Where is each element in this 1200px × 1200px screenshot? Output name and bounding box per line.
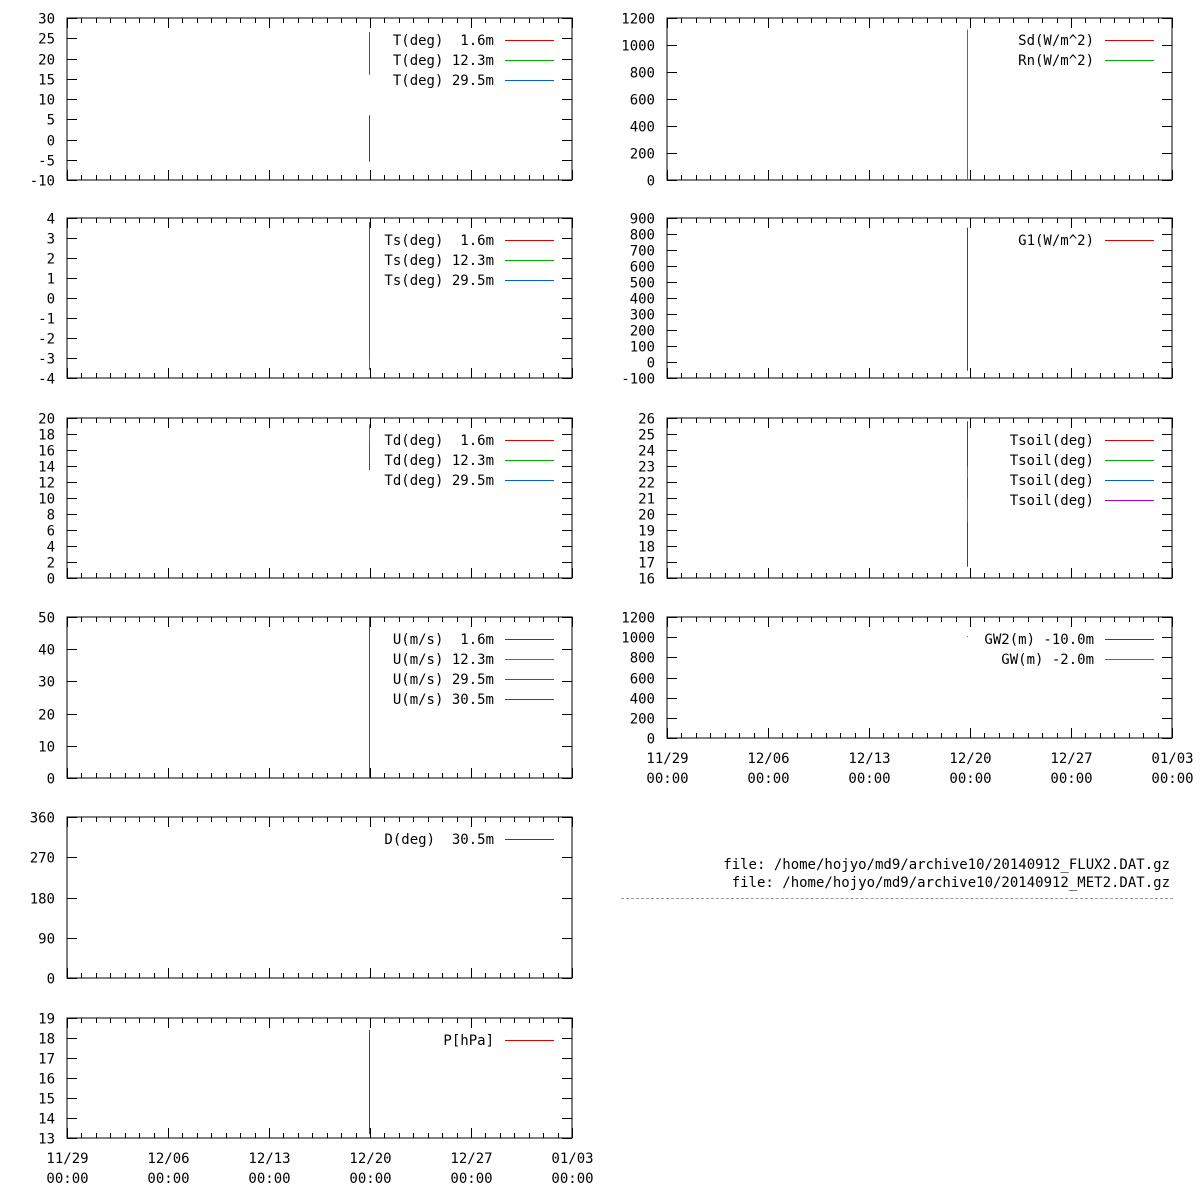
plot-frame [667, 418, 1172, 578]
y-tick-label: 18 [38, 1031, 55, 1048]
chart-panel-flux [621, 12, 1172, 190]
y-tick-label: 0 [46, 771, 55, 788]
source-file-flux: file: /home/hojyo/md9/archive10/20140912_FLUX2.DAT.gz [723, 857, 1170, 873]
y-tick-label: 200 [629, 323, 655, 340]
x-tick-label-time: 00:00 [46, 1171, 89, 1187]
x-tick-label-date: 11/29 [46, 1151, 89, 1167]
source-file-met: file: /home/hojyo/md9/archive10/20140912_MET2.DAT.gz [731, 875, 1170, 891]
y-tick-label: 800 [629, 227, 655, 244]
y-tick-label: 3 [46, 231, 55, 248]
y-tick-label: 17 [638, 555, 655, 572]
y-tick-label: 200 [629, 146, 655, 163]
x-tick-label-time: 00:00 [848, 771, 891, 787]
y-tick-label: 400 [629, 691, 655, 708]
x-tick-label-date: 01/03 [1151, 751, 1194, 767]
plot-frame [667, 218, 1172, 378]
x-tick-label-time: 00:00 [747, 771, 790, 787]
x-tick-label-date: 11/29 [646, 751, 689, 767]
y-tick-label: -100 [621, 371, 655, 388]
y-tick-label: 1 [46, 271, 55, 288]
y-tick-label: 700 [629, 243, 655, 260]
y-tick-label: 0 [646, 173, 655, 190]
y-tick-label: 30 [38, 674, 55, 691]
plot-frame [67, 218, 572, 378]
y-tick-label: 18 [638, 539, 655, 556]
chart-panel-gw [621, 611, 1193, 788]
chart-panel-td [38, 412, 572, 588]
x-tick-label-time: 00:00 [450, 1171, 493, 1187]
y-tick-label: 25 [638, 427, 655, 444]
legend-label: T(deg) 12.3m [392, 53, 494, 69]
legend-label: G1(W/m^2) [1018, 233, 1094, 249]
legend-label: T(deg) 29.5m [392, 73, 494, 89]
chart-panel-pres [38, 1012, 593, 1188]
plot-frame [67, 617, 572, 778]
y-tick-label: 200 [629, 711, 655, 728]
legend-label: Ts(deg) 29.5m [384, 273, 494, 289]
y-tick-label: 6 [46, 523, 55, 540]
y-tick-label: 16 [38, 1071, 55, 1088]
y-tick-label: 0 [46, 133, 55, 150]
y-tick-label: 1000 [621, 630, 655, 647]
y-tick-label: 300 [629, 307, 655, 324]
y-tick-label: 900 [629, 211, 655, 228]
y-tick-label: 600 [629, 92, 655, 109]
y-tick-label: 25 [38, 31, 55, 48]
y-tick-label: 19 [38, 1011, 55, 1028]
y-tick-label: 100 [629, 339, 655, 356]
source-files [723, 856, 1170, 892]
legend-label: Rn(W/m^2) [1018, 53, 1094, 69]
y-tick-label: 26 [638, 411, 655, 428]
y-tick-label: 2 [46, 555, 55, 572]
y-tick-label: 90 [38, 931, 55, 948]
y-tick-label: 5 [46, 112, 55, 129]
y-tick-label: 16 [38, 443, 55, 460]
y-tick-label: 180 [29, 891, 55, 908]
y-tick-label: -2 [38, 331, 55, 348]
y-tick-label: 400 [629, 119, 655, 136]
y-tick-label: -5 [38, 153, 55, 170]
y-tick-label: 10 [38, 491, 55, 508]
y-tick-label: 22 [638, 475, 655, 492]
y-tick-label: -4 [38, 371, 55, 388]
plot-frame [667, 617, 1172, 738]
legend-label: P[hPa] [443, 1033, 494, 1049]
y-tick-label: 50 [38, 610, 55, 627]
y-tick-label: 8 [46, 507, 55, 524]
x-tick-label-time: 00:00 [551, 1171, 594, 1187]
y-tick-label: -10 [29, 173, 55, 190]
y-tick-label: 500 [629, 275, 655, 292]
legend-label: Td(deg) 12.3m [384, 453, 494, 469]
y-tick-label: 23 [638, 459, 655, 476]
y-tick-label: 20 [38, 411, 55, 428]
y-tick-label: 1200 [621, 11, 655, 28]
legend-label: D(deg) 30.5m [384, 832, 494, 848]
y-tick-label: 0 [646, 731, 655, 748]
y-tick-label: 800 [629, 65, 655, 82]
y-tick-label: -3 [38, 351, 55, 368]
x-tick-label-time: 00:00 [349, 1171, 392, 1187]
x-tick-label-time: 00:00 [646, 771, 689, 787]
y-tick-label: 10 [38, 92, 55, 109]
y-tick-label: 0 [46, 291, 55, 308]
y-tick-label: 4 [46, 211, 55, 228]
y-tick-label: 30 [38, 11, 55, 28]
x-tick-label-date: 12/20 [949, 751, 992, 767]
y-tick-label: 16 [638, 571, 655, 588]
x-tick-label-date: 12/06 [147, 1151, 190, 1167]
x-tick-label-time: 00:00 [1050, 771, 1093, 787]
legend-label: Sd(W/m^2) [1018, 33, 1094, 49]
plot-frame [67, 418, 572, 578]
x-tick-label-time: 00:00 [1151, 771, 1194, 787]
chart-panel-tsoil [638, 412, 1172, 588]
legend-label: U(m/s) 12.3m [392, 652, 494, 668]
chart-panel-g1 [621, 212, 1172, 388]
y-tick-label: 18 [38, 427, 55, 444]
legend-label: U(m/s) 30.5m [392, 692, 494, 708]
x-tick-label-date: 12/13 [248, 1151, 291, 1167]
y-tick-label: 600 [629, 671, 655, 688]
y-tick-label: 13 [38, 1131, 55, 1148]
legend-label: Ts(deg) 12.3m [384, 253, 494, 269]
legend-label: T(deg) 1.6m [392, 33, 494, 49]
y-tick-label: 2 [46, 251, 55, 268]
y-tick-label: 21 [638, 491, 655, 508]
y-tick-label: 17 [38, 1051, 55, 1068]
y-tick-label: 600 [629, 259, 655, 276]
plot-frame [67, 817, 572, 978]
legend-label: GW(m) -2.0m [1001, 652, 1094, 668]
y-tick-label: 400 [629, 291, 655, 308]
x-tick-label-date: 01/03 [551, 1151, 594, 1167]
y-tick-label: 360 [29, 810, 55, 827]
legend-label: Tsoil(deg) [1009, 433, 1094, 449]
plot-frame [67, 1018, 572, 1138]
legend-label: Td(deg) 1.6m [384, 433, 494, 449]
chart-panel-ts [38, 212, 572, 388]
x-tick-label-date: 12/27 [450, 1151, 493, 1167]
chart-panel-wind [38, 611, 572, 788]
chart-panel-temp [30, 12, 573, 190]
plot-frame [67, 18, 572, 180]
y-tick-label: 0 [646, 355, 655, 372]
chart-panel-dir [30, 811, 573, 988]
y-tick-label: 20 [638, 507, 655, 524]
y-tick-label: 0 [46, 571, 55, 588]
y-tick-label: 0 [46, 971, 55, 988]
y-tick-label: 20 [38, 707, 55, 724]
y-tick-label: -1 [38, 311, 55, 328]
y-tick-label: 40 [38, 642, 55, 659]
x-tick-label-date: 12/27 [1050, 751, 1093, 767]
y-tick-label: 1200 [621, 610, 655, 627]
separator-line [621, 898, 1173, 899]
x-tick-label-date: 12/20 [349, 1151, 392, 1167]
plot-frame [667, 18, 1172, 180]
legend-label: GW2(m) -10.0m [984, 632, 1094, 648]
y-tick-label: 12 [38, 475, 55, 492]
y-tick-label: 10 [38, 739, 55, 756]
x-tick-label-time: 00:00 [248, 1171, 291, 1187]
y-tick-label: 19 [638, 523, 655, 540]
x-tick-label-time: 00:00 [147, 1171, 190, 1187]
y-tick-label: 4 [46, 539, 55, 556]
y-tick-label: 14 [38, 459, 55, 476]
x-tick-label-date: 12/13 [848, 751, 891, 767]
legend-label: Ts(deg) 1.6m [384, 233, 494, 249]
y-tick-label: 15 [38, 1091, 55, 1108]
y-tick-label: 15 [38, 72, 55, 89]
legend-label: Td(deg) 29.5m [384, 473, 494, 489]
legend-label: Tsoil(deg) [1009, 453, 1094, 469]
y-tick-label: 24 [638, 443, 655, 460]
y-tick-label: 14 [38, 1111, 55, 1128]
legend-label: Tsoil(deg) [1009, 493, 1094, 509]
y-tick-label: 1000 [621, 38, 655, 55]
legend-label: Tsoil(deg) [1009, 473, 1094, 489]
legend-label: U(m/s) 1.6m [392, 632, 494, 648]
legend-label: U(m/s) 29.5m [392, 672, 494, 688]
y-tick-label: 800 [629, 650, 655, 667]
x-tick-label-time: 00:00 [949, 771, 992, 787]
y-tick-label: 270 [29, 850, 55, 867]
y-tick-label: 20 [38, 52, 55, 69]
x-tick-label-date: 12/06 [747, 751, 790, 767]
